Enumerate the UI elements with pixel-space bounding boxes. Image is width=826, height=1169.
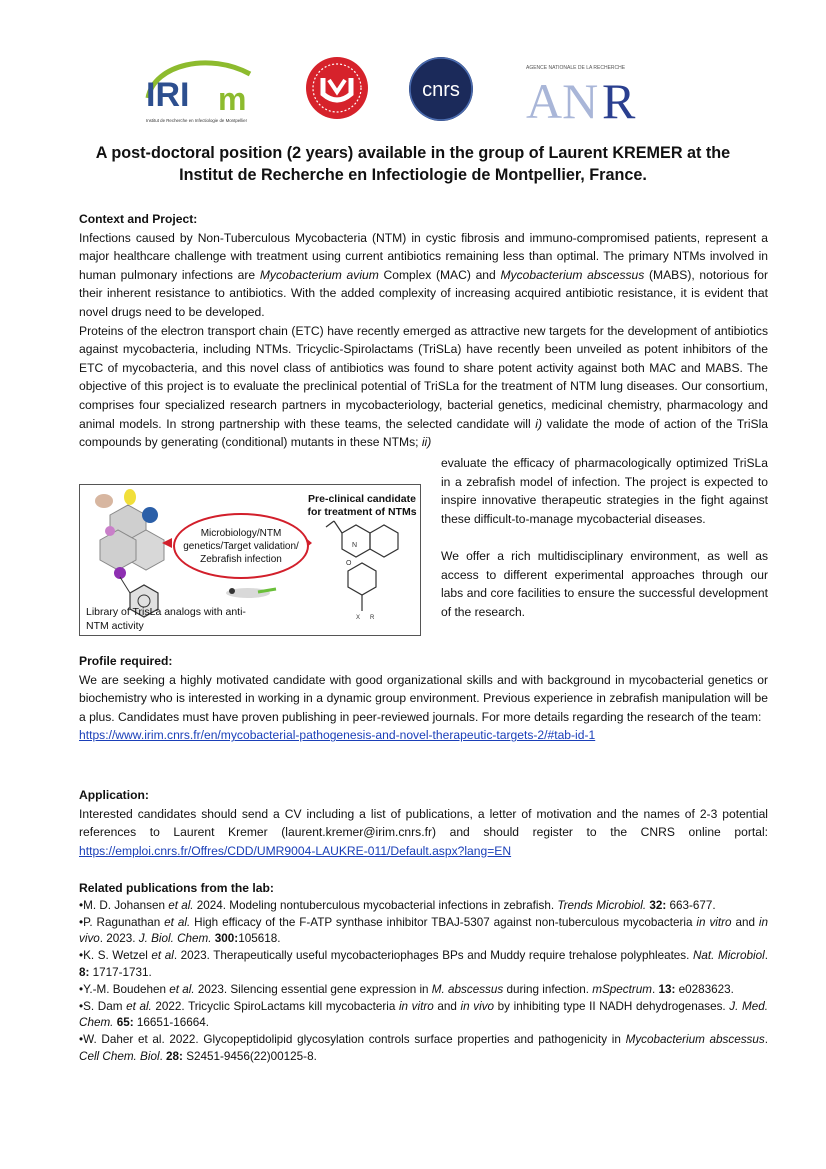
trisla-figure: [79, 484, 421, 636]
pub-text: .: [764, 1033, 768, 1047]
pub-italic: Trends Microbiol.: [557, 898, 647, 912]
title-line-2: Institut de Recherche en Infectiologie de Montpellier, France.: [179, 166, 647, 184]
figure-ellipse-text: Microbiology/NTM genetics/Target validation/ Zebrafish infection: [183, 527, 299, 565]
pub-italic: et al.: [164, 915, 191, 929]
text-run: Complex (MAC) and: [378, 267, 501, 282]
publication-item: [79, 982, 768, 999]
pub-text: 663-677.: [666, 898, 716, 912]
pub-text: and: [433, 999, 461, 1013]
application-heading: Application:: [79, 788, 149, 802]
context-paragraph-2-cont: evaluate the efficacy of pharmacologically optimized TriSLa in a zebrafish model of infection. The project is expected to inspire innovative therapeutic strategies in the fight against these difficult-to-manage mycobacterial diseases.: [441, 456, 768, 526]
pub-italic: et al.: [126, 999, 152, 1013]
pub-italic: in vivo: [79, 915, 768, 946]
publications-section: [79, 880, 768, 1066]
cnrs-portal-link[interactable]: https://emploi.cnrs.fr/Offres/CDD/UMR9004-LAUKRE-011/Default.aspx?lang=EN: [79, 843, 512, 858]
pub-bold: 65:: [116, 1016, 134, 1030]
svg-text:O: O: [346, 560, 352, 567]
pub-italic: et al.: [168, 898, 194, 912]
pub-text: 1717-1731.: [89, 965, 152, 979]
italic-run: i): [535, 416, 542, 431]
italic-run: ii): [421, 435, 432, 450]
figure-right-title: Pre-clinical candidate for treatment of NTMs: [307, 493, 417, 518]
pub-text: 105618.: [238, 932, 281, 946]
pub-text: •K. S. Wetzel: [79, 949, 152, 963]
publication-item: [79, 915, 768, 949]
pub-text: and: [731, 915, 759, 929]
pub-text: •M. D. Johansen: [79, 898, 169, 912]
cnrs-logo: [408, 56, 474, 122]
pub-text: e0283623.: [675, 982, 734, 996]
publication-item: [79, 948, 768, 982]
pub-text: •S. Dam: [79, 999, 127, 1013]
pub-text: 2024. Modeling nontuberculous mycobacterial infections in zebrafish.: [193, 898, 558, 912]
pub-italic: J. Biol. Chem.: [138, 932, 212, 946]
svg-text:X: X: [356, 615, 361, 621]
pub-text: by inhibiting type II NADH dehydrogenases.: [494, 999, 730, 1013]
italic-run: Mycobacterium abscessus: [500, 267, 645, 282]
svg-text:Institut de Recherche en Infec: Institut de Recherche en Infectiologie de Montpellier: [146, 118, 248, 123]
italic-run: Mycobacterium avium: [259, 267, 379, 282]
svg-text:N: N: [352, 542, 358, 549]
page-title: [60, 142, 766, 186]
pub-text: . 2023. Therapeutically useful mycobacteriophages BPs and Muddy require trehalose polyphleates.: [173, 949, 693, 963]
pub-text: .: [159, 1049, 167, 1063]
figure-text-block: [79, 454, 768, 644]
text-run: Infections caused by Non-Tuberculous Mycobacteria (NTM) in cystic fibrosis and immuno-compromised patients, represent a major healthcare challenge with treatment using current antibiotics remaining less than optimal. The primary NTMs involved in human pulmonary infections are: [79, 230, 768, 282]
pub-text: S2451-9456(22)00125-8.: [182, 1049, 317, 1063]
pub-text: •Y.-M. Boudehen: [79, 982, 170, 996]
pub-text: .: [764, 949, 768, 963]
text-run: validate the mode of action of the TriSla compounds by generating (conditional) mutants in these NTMs;: [79, 416, 768, 450]
application-section: [79, 786, 768, 860]
pub-text: during infection.: [503, 982, 593, 996]
pub-bold: 13:: [658, 982, 676, 996]
svg-text:AN: AN: [526, 73, 599, 124]
pub-text: •P. Ragunathan: [79, 915, 165, 929]
pub-italic: et al.: [169, 982, 195, 996]
pub-italic: Nat. Microbiol: [692, 949, 765, 963]
context-section: [79, 210, 768, 452]
pub-text: 16651-16664.: [133, 1016, 209, 1030]
context-paragraph-3: We offer a rich multidisciplinary environment, as well as access to different experimental approaches through our labs and core facilities to ensure the successful development of the research.: [441, 548, 768, 619]
irim-logo: [140, 54, 265, 126]
publication-item: [79, 898, 768, 915]
pub-bold: 32:: [649, 898, 667, 912]
svg-text:cnrs: cnrs: [422, 79, 460, 101]
publication-item: [79, 999, 768, 1033]
publication-item: [79, 1032, 768, 1066]
publications-heading: Related publications from the lab:: [79, 881, 274, 895]
context-heading: Context and Project:: [79, 212, 198, 226]
context-paragraph-1: [79, 229, 768, 322]
pub-text: •W. Daher et al. 2022. Glycopeptidolipid glycosylation controls surface properties and pathogenicity in: [79, 1033, 626, 1047]
profile-section: [79, 652, 768, 745]
pub-text: 2022. Tricyclic SpiroLactams kill mycobacteria: [151, 999, 399, 1013]
svg-text:m: m: [218, 81, 247, 117]
text-run: (MABS), notorious for their inherent resistance to antibiotics. With the added complexity of increasing acquired antibiotic resistance, it is evident that novel drugs need to be developed.: [79, 267, 768, 319]
figure-ellipse-label: [173, 513, 309, 579]
figure-left-label: Library of TrisLa analogs with anti-NTM activity: [86, 606, 246, 632]
pub-text: High efficacy of the F-ATP synthase inhibitor TBAJ-5307 against non-tuberculous mycobacteria: [190, 915, 697, 929]
svg-text:IRI: IRI: [146, 76, 190, 114]
title-line-1: A post-doctoral position (2 years) available in the group of Laurent KREMER at the: [95, 144, 731, 162]
svg-text:AGENCE NATIONALE DE LA RECHERC: AGENCE NATIONALE DE LA RECHERCHE: [526, 65, 626, 71]
pub-italic: M. abscessus: [431, 982, 504, 996]
pub-text: 2023. Silencing essential gene expression in: [194, 982, 432, 996]
split-text: [441, 454, 768, 621]
anr-logo: [522, 58, 654, 124]
pub-italic: in vitro: [398, 999, 434, 1013]
profile-heading: Profile required:: [79, 654, 173, 668]
team-research-link[interactable]: https://www.irim.cnrs.fr/en/mycobacterial-pathogenesis-and-novel-therapeutic-targets-2/#tab-id-1: [79, 728, 596, 743]
pub-bold: 8:: [79, 965, 90, 979]
application-text: [79, 805, 768, 861]
pub-text: . 2023.: [99, 932, 139, 946]
text-run: Proteins of the electron transport chain (ETC) have recently emerged as attractive new targets for the development of antibiotics against mycobacteria, including NTMs. Tricyclic-Spirolactams (TriSLa) have recently been unveiled as potent inhibitors of the ETC of mycobacteria, and this novel class of antibiotics was found to share potent activity against both MAC and MABS. The objective of this project is to evaluate the preclinical potential of TriSLa for the treatment of NTM lung diseases. Our consortium, comprises four specialized research partners in mycobacteriology, bacterial genetics, medicinal chemistry, pharmacology and animal models. In strong partnership with these teams, the selected candidate will: [79, 323, 768, 431]
pub-italic: mSpectrum: [592, 982, 653, 996]
pub-italic: Mycobacterium abscessus: [625, 1033, 765, 1047]
um-logo: [305, 56, 369, 120]
pub-bold: 300:: [214, 932, 239, 946]
pub-italic: in vitro: [696, 915, 732, 929]
pub-italic: Cell Chem. Biol: [79, 1049, 160, 1063]
pub-bold: 28:: [166, 1049, 183, 1063]
pub-text: .: [652, 982, 659, 996]
pub-italic: J. Med. Chem.: [79, 999, 768, 1030]
pub-italic: in vivo: [460, 999, 495, 1013]
profile-text: We are seeking a highly motivated candidate with good organizational skills and with background in mycobacterial genetics or biochemistry who is interested in working in a dynamic group environment. Previous experience in zebrafish manipulation will be a plus. Candidates must have proven publishing in peer-reviewed journals. For more details regarding the research of the team:: [79, 672, 768, 724]
pub-italic: et al: [151, 949, 174, 963]
svg-text:R: R: [602, 73, 636, 124]
application-body: Interested candidates should send a CV including a list of publications, a letter of motivation and the names of 2-3 potential references to Laurent Kremer (laurent.kremer@irim.cnrs.fr) and should register to the CNRS online portal:: [79, 806, 768, 840]
context-paragraph-2: [79, 322, 768, 452]
logo-bar: [0, 50, 826, 130]
svg-text:R: R: [370, 615, 375, 621]
